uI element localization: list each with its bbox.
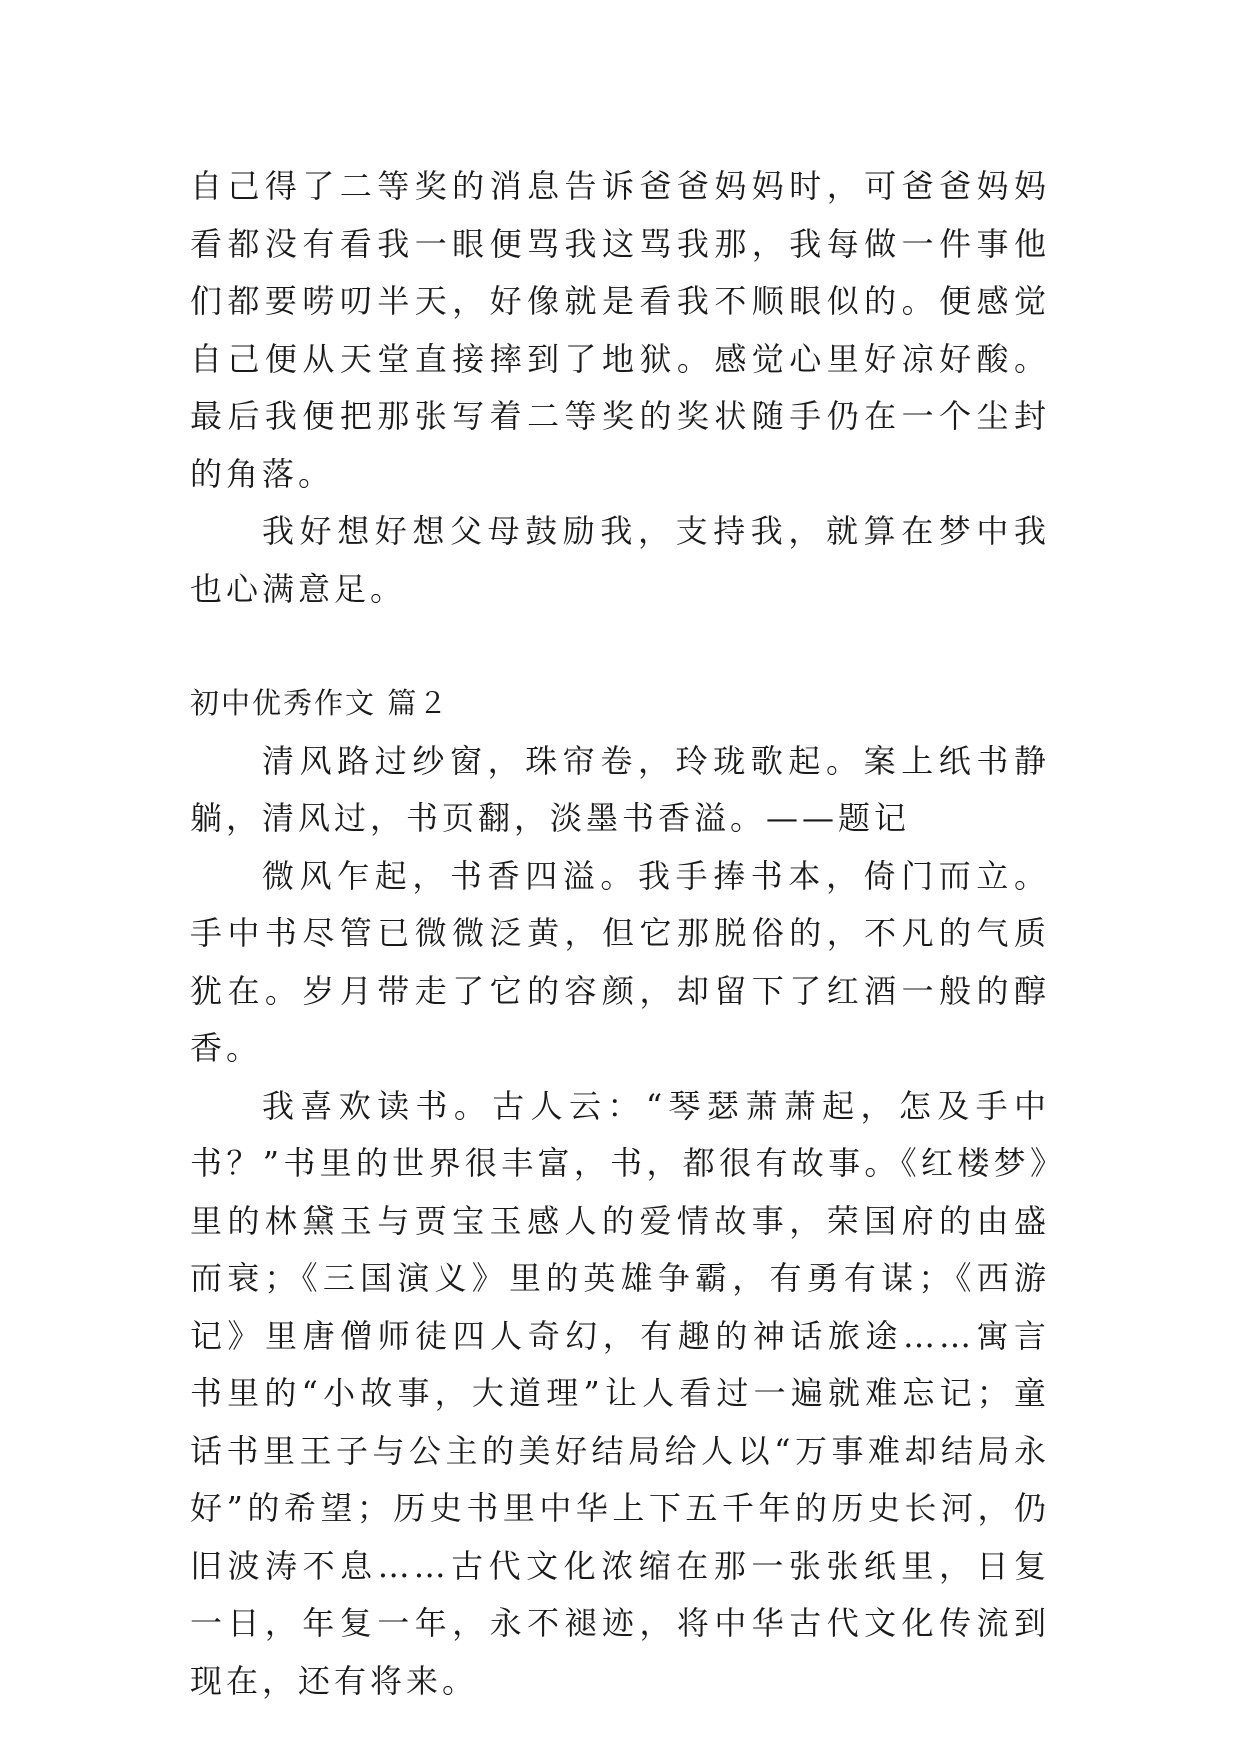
paragraph-epigraph: 清风路过纱窗，珠帘卷，玲珑歌起。案上纸书静躺，清风过，书页翻，淡墨书香溢。——题记 [190,741,1050,837]
section-title: 初中优秀作文 篇２ [190,686,450,720]
paragraph-reading: 我喜欢读书。古人云：“琴瑟萧萧起，怎及手中书？”书里的世界很丰富，书，都很有故事。《红楼梦》里的林黛玉与贾宝玉感人的爱情故事，荣国府的由盛而衰；《三国演义》里的英雄争霸，有勇有谋；《西游记》里唐僧师徒四人奇幻，有趣的神话旅途……寓言书里的“小故事，大道理”让人看过一遍就难忘记；童话书里王子与公主的美好结局给人以“万事难却结局永好”的希望；历史书里中华上下五千年的历史长河，仍旧波涛不息……古代文化浓缩在那一张张纸里，日复一日，年复一年，永不褪迹，将中华古代文化传流到现在，还有将来。 [190,1086,1050,1700]
paragraph-continuation: 自己得了二等奖的消息告诉爸爸妈妈时，可爸爸妈妈看都没有看我一眼便骂我这骂我那，我每做一件事他们都要唠叨半天，好像就是看我不顺眼似的。便感觉自己便从天堂直接摔到了地狱。感觉心里好凉好酸。最后我便把那张写着二等奖的奖状随手仍在一个尘封的角落。 [190,167,1050,493]
document-body [190,158,1050,1710]
paragraph-wish: 我好想好想父母鼓励我，支持我，就算在梦中我也心满意足。 [190,512,1050,608]
paragraph-breeze: 微风乍起，书香四溢。我手捧书本，倚门而立。手中书尽管已微微泛黄，但它那脱俗的，不凡的气质犹在。岁月带走了它的容颜，却留下了红酒一般的醇香。 [190,856,1050,1067]
